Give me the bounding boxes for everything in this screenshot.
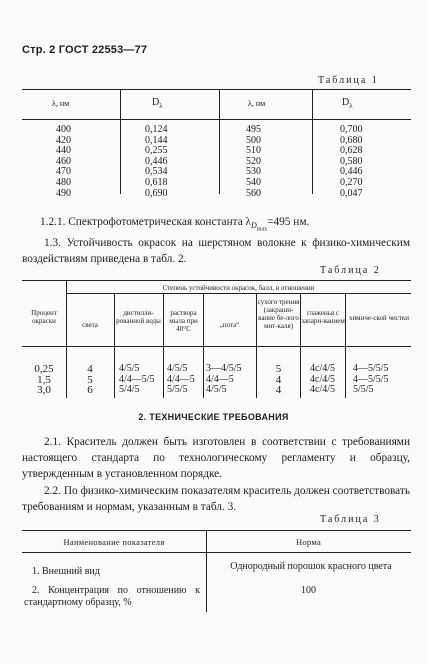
table2-cell: 6 bbox=[87, 384, 93, 396]
table2-divider bbox=[345, 293, 346, 398]
table1-cell: 490 bbox=[56, 187, 71, 199]
table2-header-rule bbox=[22, 346, 411, 347]
table2-col-light bbox=[66, 364, 114, 396]
table2-col-soap bbox=[167, 364, 195, 396]
para-2-1: 2.1. Краситель должен быть изготовлен в соответствии с требованиями настоящего стандарта по технологическому регламенту и образцу, утвержденным в установленном порядке. bbox=[22, 436, 410, 480]
table3-caption: Таблица 3 bbox=[320, 514, 381, 525]
table1-cell: 530 bbox=[246, 166, 261, 178]
table2-cell: 0,25 bbox=[34, 363, 54, 375]
table2-header-light: света bbox=[82, 321, 98, 329]
para-1-2-1-sub-max: max bbox=[256, 226, 268, 233]
table3-row2-name: 2. Концентрация по отношению к стандартному образцу, % bbox=[24, 585, 200, 608]
table2-cell: 5/5/5 bbox=[353, 384, 374, 395]
table2-cell: 4—5/5/5 bbox=[353, 373, 389, 385]
table1-cell: 0,255 bbox=[145, 145, 168, 157]
table2-col-sweat bbox=[206, 364, 242, 396]
table1-col-density bbox=[145, 125, 168, 199]
table2-cell: 5/5/5 bbox=[167, 384, 188, 395]
table2-header-soap: раствора мыла при 40°С bbox=[169, 309, 198, 333]
table1-cell: 495 bbox=[246, 124, 261, 135]
page-header: Стр. 2 ГОСТ 22553—77 bbox=[22, 44, 148, 56]
table1-col-wavelength bbox=[56, 125, 71, 199]
table1-cell: 0,700 bbox=[340, 124, 363, 135]
table2-header-rubbing: сухого трения (закраши-вание бе-лого мит-каля) bbox=[257, 298, 300, 330]
table2-cell: 5 bbox=[87, 373, 93, 386]
table1-divider bbox=[120, 89, 121, 194]
table2-col-ironing bbox=[310, 364, 335, 396]
para-1-2-1-sub-d: D bbox=[251, 221, 257, 231]
table2-cell: 1,5 bbox=[37, 373, 51, 386]
table1-cell: 0,680 bbox=[340, 134, 363, 146]
table1-header-lambda: λ, нм bbox=[52, 99, 70, 108]
table2-cell: 3,0 bbox=[37, 384, 51, 396]
table2-header-percent: Процент окраски bbox=[31, 309, 57, 325]
table1-cell: 510 bbox=[246, 145, 261, 157]
section-2-title: 2. ТЕХНИЧЕСКИЕ ТРЕБОВАНИЯ bbox=[138, 412, 289, 422]
table2-cell: 4 bbox=[275, 373, 282, 386]
table2-col-water bbox=[119, 364, 155, 396]
table1-header-lambda-2: λ, нм bbox=[248, 99, 266, 108]
table1-divider bbox=[312, 89, 313, 194]
table1-cell: 480 bbox=[56, 176, 71, 188]
para-1-2-1 bbox=[40, 216, 309, 233]
table2-col-drycleaning bbox=[353, 364, 389, 396]
table1-header-d-2 bbox=[342, 97, 353, 110]
table2-cell: 4/5/5 bbox=[206, 384, 227, 395]
table1-header-d2-sub: λ bbox=[349, 102, 353, 110]
table1-cell: 0,144 bbox=[145, 134, 168, 146]
table1-header-d-sub: λ bbox=[159, 102, 163, 110]
para-1-2-1-text: 1.2.1. Спектрофотометрическая константа λ bbox=[40, 216, 252, 228]
table1-cell: 0,270 bbox=[340, 176, 363, 188]
table3-top-rule bbox=[22, 530, 411, 531]
table3-row1-name: 1. Внешний вид bbox=[32, 566, 100, 577]
table2-col-rubbing bbox=[257, 364, 300, 396]
table1-cell: 540 bbox=[246, 176, 261, 188]
table1-cell: 0,446 bbox=[145, 155, 168, 167]
table1-header-d2-symbol: D bbox=[342, 97, 350, 108]
table2-header-water: дистилли-рованной воды bbox=[116, 309, 161, 325]
table1-cell: 420 bbox=[56, 134, 71, 146]
table3-header-rule bbox=[22, 552, 411, 553]
para-1-3: 1.3. Устойчивость окрасок на шерстяном волокне к физико-химическим воздействиям приведена в табл. 2. bbox=[22, 237, 410, 265]
table1-cell: 500 bbox=[246, 134, 261, 146]
table1-header-d bbox=[152, 97, 163, 110]
table2-cell: 4 bbox=[275, 384, 282, 396]
table1-header-rule bbox=[22, 119, 411, 120]
table2-header-ironing: глаженья с запари-ванием bbox=[301, 309, 345, 325]
table2-cell: 4/5/5 bbox=[167, 363, 188, 374]
table2-cell: 5 bbox=[275, 363, 282, 375]
table2-cell: 4с/4/5 bbox=[310, 363, 335, 374]
table1-cell: 0,047 bbox=[340, 187, 363, 199]
table1-cell: 460 bbox=[56, 155, 71, 167]
table1-cell: 520 bbox=[246, 155, 261, 167]
table2-cell: 4с/4/5 bbox=[310, 373, 335, 385]
table2-col-percent bbox=[22, 364, 66, 396]
table1-cell: 0,628 bbox=[340, 145, 363, 157]
table2-group-rule bbox=[66, 293, 411, 294]
table1-divider bbox=[219, 89, 220, 194]
table2-cell: 4с/4/5 bbox=[310, 384, 335, 395]
table1-col-density-2 bbox=[340, 125, 363, 199]
para-1-2-1-tail: =495 нм. bbox=[267, 216, 310, 228]
table2-cell: 4/5/5 bbox=[119, 363, 140, 374]
table1-cell: 560 bbox=[246, 187, 261, 199]
para-2-2: 2.2. По физико-химическим показателям краситель должен соответствовать требованиям и нормам, указанным в табл. 3. bbox=[22, 485, 410, 513]
table3-header-norm: Норма bbox=[295, 537, 322, 547]
table2-group-header: Степень устойчивости окрасок, балл, в отношении bbox=[162, 284, 315, 292]
table2-cell: 5/4/5 bbox=[119, 384, 140, 395]
table1-cell: 440 bbox=[56, 145, 71, 157]
table1-cell: 0,534 bbox=[145, 166, 168, 178]
table1-top-rule bbox=[22, 89, 411, 90]
table2-divider bbox=[114, 293, 115, 398]
table1-cell: 0,124 bbox=[145, 124, 168, 135]
table2-cell: 4/4—5/5 bbox=[119, 373, 155, 385]
table3-row2-value: 100 bbox=[301, 585, 316, 596]
table2-cell: 4—5/5/5 bbox=[353, 363, 389, 374]
table1-cell: 0,446 bbox=[340, 166, 363, 178]
table2-header-drycleaning: химиче-ской чистки bbox=[348, 314, 410, 322]
table1-caption: Таблица 1 bbox=[318, 75, 379, 86]
table1-header-d-symbol: D bbox=[152, 97, 160, 108]
table2-divider bbox=[203, 293, 204, 398]
table2-caption: Таблица 2 bbox=[320, 265, 381, 276]
table1-cell: 0,618 bbox=[145, 176, 168, 188]
table1-cell: 400 bbox=[56, 124, 71, 135]
table2-cell: 4/4—5 bbox=[167, 373, 195, 385]
table1-cell: 0,580 bbox=[340, 155, 363, 167]
table2-cell: 3—4/5/5 bbox=[206, 363, 242, 374]
table2-cell: 4/4—5 bbox=[206, 373, 234, 385]
table2-header-sweat: „пота“ bbox=[219, 321, 240, 329]
table2-top-rule bbox=[22, 280, 411, 281]
table1-col-wavelength-2 bbox=[246, 125, 261, 199]
table1-cell: 470 bbox=[56, 166, 71, 178]
table3-header-indicator: Наименование показателя bbox=[63, 537, 165, 547]
table1-cell: 0,690 bbox=[145, 187, 168, 199]
table3-row1-value: Однородный порошок красного цвета bbox=[230, 561, 392, 572]
table2-cell: 4 bbox=[87, 363, 93, 375]
